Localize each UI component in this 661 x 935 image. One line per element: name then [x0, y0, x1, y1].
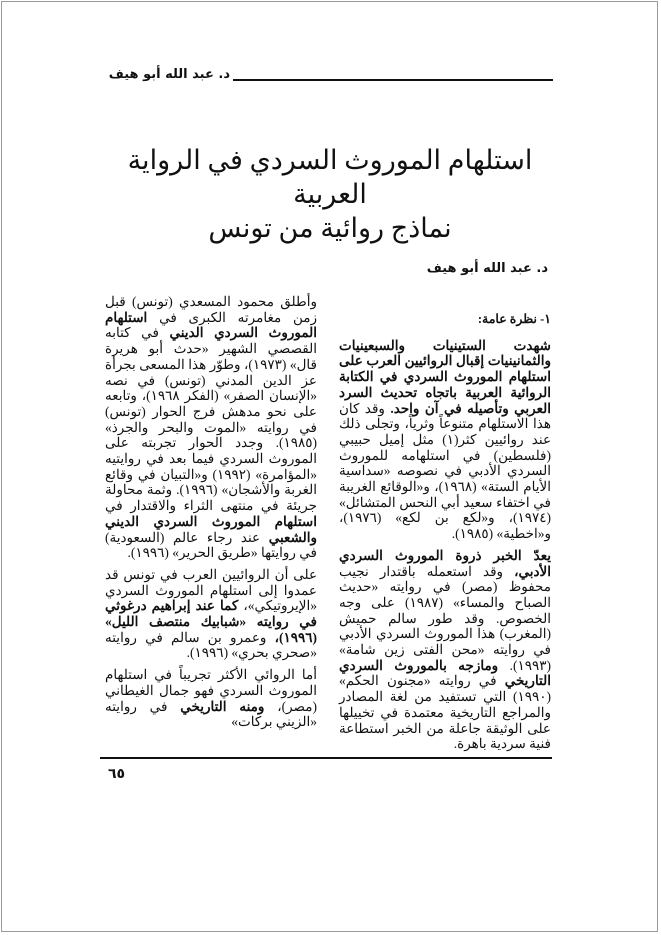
left-column [105, 294, 317, 736]
bold-text: استلهام الموروث السردي الديني والشعبي [105, 513, 317, 545]
page-frame [1, 1, 658, 932]
section-heading: ١- نظرة عامة: [477, 312, 551, 326]
paragraph [105, 567, 317, 661]
bold-text: ومنه التاريخي [180, 698, 265, 714]
running-head-author: د. عبد الله أبو هيف [108, 67, 230, 82]
body-text: في روايته «الزيني بركات» [105, 698, 317, 730]
bold-text: استلهام الموروث السردي الديني [105, 309, 317, 341]
bold-text: كما عند إبراهيم درغوثي في روايته «شبابيك منتصف الليل» (١٩٩٦)، [105, 598, 317, 645]
article-title [110, 143, 550, 245]
body-text: وعمرو بن سالم في روايته «صحري بحري» (١٩٩٦). [105, 629, 317, 661]
body-text: في كتابه القصصي الشهير «حدث أبو هريرة قال» (١٩٧٣)، وطوّر هذا المسعى بجرأة عز الدين المدني (تونس) في نصه «الإنسان الصفر» (الفكر ١٩٦٨)، وتابعه على نحو مدهش فرج الحوار (تونس) في روايته «الموت والبحر والجرذ» (١٩٨٥). وجدد الحوار تجربته على الموروث السردي فيما بعد في روايتيه «المؤامرة» (١٩٩٢) و«التبيان في وقائع الغربة والأشجان» (١٩٩٦). وثمة محاولة جريئة في منتهى الثراء والاقتدار في [105, 325, 318, 514]
page-number: ٦٥ [108, 766, 126, 782]
body-text: أما الروائي الأكثر تجريباً في استلهام الموروث السردي فهو جمال الغيطاني (مصر)، [105, 667, 317, 714]
body-text: على أن الروائيين العرب في تونس قد عمدوا إلى استلهام الموروث السردي «الإيروتيكي»، [105, 566, 317, 614]
bold-text: ومازجه بالموروث السردي التاريخي [339, 657, 551, 689]
right-column [339, 312, 551, 758]
paragraph [339, 338, 551, 542]
title-line-2: نماذج روائية من تونس [208, 213, 452, 243]
body-text: وقد استعمله باقتدار نجيب محفوظ (مصر) في روايته «حديث الصباح والمساء» (١٩٨٧) على وجه الخصوص. وقد طور سالم حميش (المغرب) هذا الموروث السردي الأدبي في روايته «محن الفتى زين شامة» (١٩٩٣). [339, 563, 551, 673]
paragraph [105, 667, 317, 730]
footer-rule [100, 757, 552, 759]
body-text: في روايته «مجنون الحكم» (١٩٩٠) التي تستفيد من لغة المصادر والمراجع التاريخية معتمدة في تخييلها على الوثيقة جاعلة من الخبر استطاعة فنية سردية باهرة. [339, 673, 551, 752]
body-text: عند رجاء عالم (السعودية) في روايتها «طريق الحرير» (١٩٩٦). [105, 529, 317, 561]
paragraph [339, 548, 551, 752]
body-text: وأطلق محمود المسعدي (تونس) قبل زمن مغامرته الكبرى في [105, 294, 317, 325]
bold-text: شهدت الستينيات والسبعينيات والثمانينيات إقبال الروائيين العرب على استلهام الموروث السردي في الكتابة الروائية العربية باتجاه تحديث السرد العربي وتأصيله في آن واحد. [339, 337, 551, 416]
paragraph [105, 294, 317, 561]
bold-text: يعدّ الخبر ذروة الموروث السردي الأدبي، [339, 547, 551, 579]
header-rule [233, 79, 553, 81]
author-name: د. عبد الله أبو هيف [426, 261, 548, 276]
body-text: وقد كان هذا الاستلهام متنوعاً وثرياً، وتجلى ذلك عند روائيين كثر(١) مثل إميل حبيبي (فلسطين) في استلهامه للموروث السردي الأدبي في نصوصه «سداسية الأيام الستة» (١٩٦٨)، و«الوقائع الغريبة في اختفاء سعيد أبي النحس المتشائل» (١٩٧٤)، و«لكع بن لكع» (١٩٧٦)، و«اخطية» (١٩٨٥). [339, 400, 552, 542]
title-line-1: استلهام الموروث السردي في الرواية العربية [127, 145, 533, 209]
